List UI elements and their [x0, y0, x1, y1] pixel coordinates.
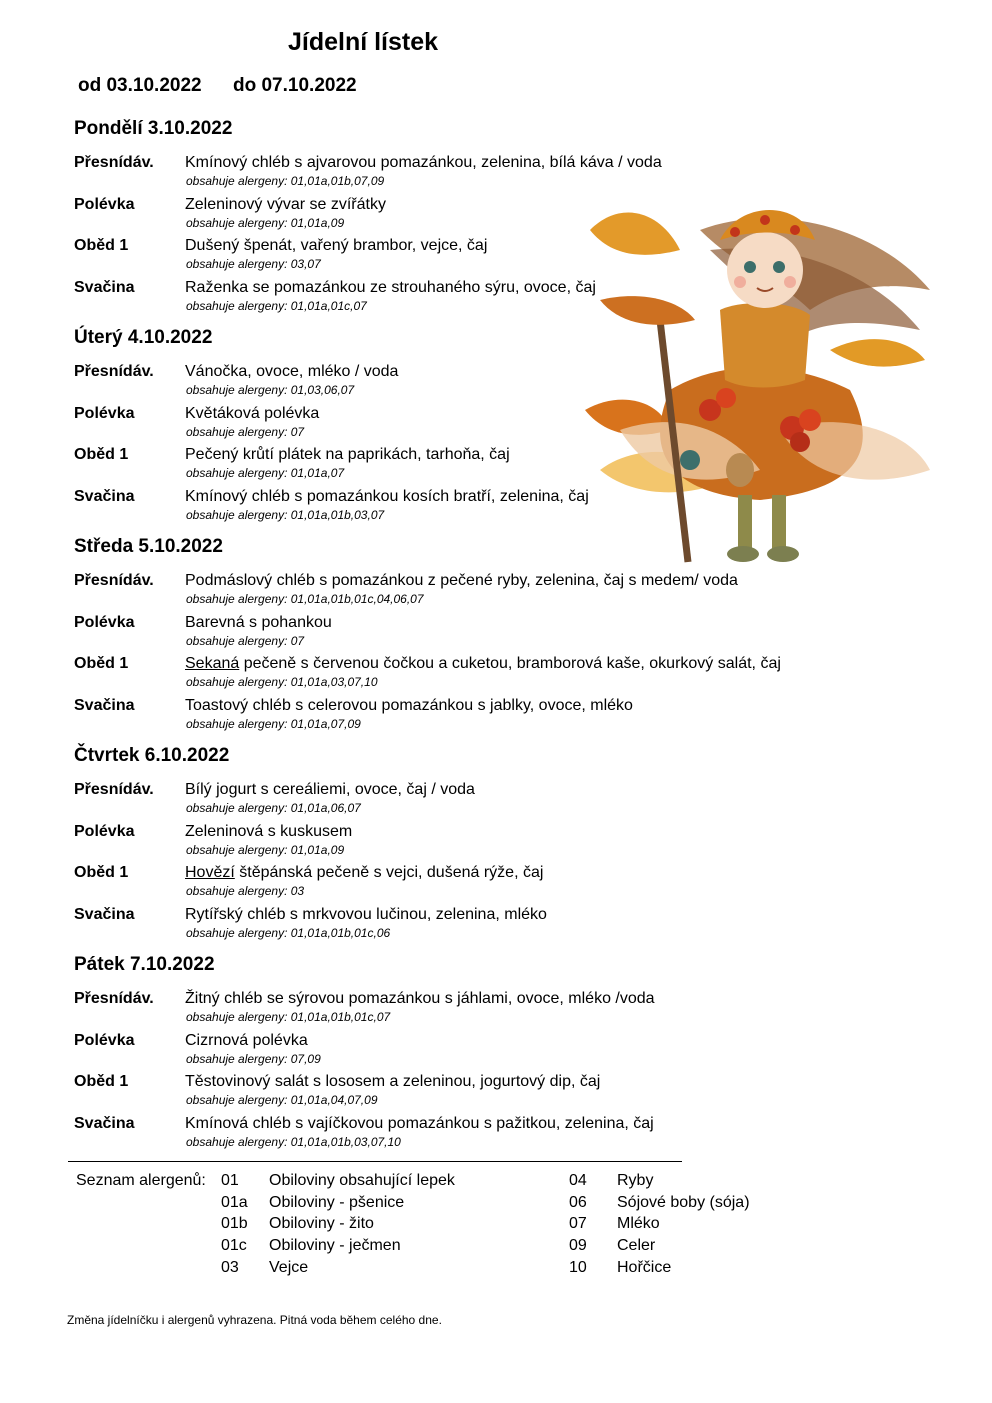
- day-heading: Pátek 7.10.2022: [74, 954, 215, 975]
- allergen-code: 07: [569, 1215, 587, 1232]
- allergen-name: Hořčice: [617, 1259, 672, 1276]
- meal-allergens: obsahuje alergeny: 07: [186, 634, 305, 648]
- allergen-code: 03: [221, 1259, 239, 1276]
- page-title: Jídelní lístek: [287, 28, 439, 56]
- meal-label: Svačina: [74, 697, 135, 714]
- meal-dish: Zeleninová s kuskusem: [185, 823, 353, 840]
- meal-label: Polévka: [74, 823, 135, 840]
- meal-dish-underlined: Hovězí: [185, 864, 235, 881]
- meal-label: Oběd 1: [74, 1073, 129, 1090]
- meal-row: [74, 405, 834, 445]
- allergen-code: 01: [221, 1172, 239, 1189]
- meal-row: [74, 990, 834, 1030]
- legend-label: Seznam alergenů:: [76, 1172, 206, 1189]
- meal-row: [74, 906, 834, 946]
- meal-row: [74, 196, 834, 236]
- allergen-code: 01a: [221, 1194, 248, 1211]
- meal-label: Svačina: [74, 906, 135, 923]
- meal-row: [74, 655, 834, 695]
- meal-label: Polévka: [74, 1032, 135, 1049]
- meal-allergens: obsahuje alergeny: 01,01a,04,07,09: [186, 1093, 378, 1107]
- meal-row: [74, 363, 834, 403]
- allergen-code: 09: [569, 1237, 587, 1254]
- meal-dish: Cizrnová polévka: [185, 1032, 308, 1049]
- meal-label: Oběd 1: [74, 655, 129, 672]
- meal-row: [74, 1032, 834, 1072]
- meal-label: Přesnídáv.: [74, 781, 154, 798]
- day-heading: Čtvrtek 6.10.2022: [74, 745, 230, 766]
- meal-label: Svačina: [74, 1115, 135, 1132]
- day-heading: Pondělí 3.10.2022: [74, 118, 233, 139]
- meal-row: [74, 446, 834, 486]
- meal-allergens: obsahuje alergeny: 07,09: [186, 1052, 321, 1066]
- day-heading: Úterý 4.10.2022: [74, 327, 213, 348]
- meal-allergens: obsahuje alergeny: 01,01a,07,09: [186, 717, 361, 731]
- meal-allergens: obsahuje alergeny: 01,01a,01b,03,07,10: [186, 1135, 401, 1149]
- allergen-code: 01b: [221, 1215, 248, 1232]
- meal-label: Přesnídáv.: [74, 990, 154, 1007]
- meal-allergens: obsahuje alergeny: 01,01a,06,07: [186, 801, 361, 815]
- meal-allergens: obsahuje alergeny: 01,01a,09: [186, 843, 345, 857]
- meal-row: [74, 154, 834, 194]
- meal-row: [74, 237, 834, 277]
- meal-dish: Barevná s pohankou: [185, 614, 332, 631]
- meal-dish: Podmáslový chléb s pomazánkou z pečené ryby, zelenina, čaj s medem/ voda: [185, 572, 738, 589]
- meal-row: [74, 488, 834, 528]
- meal-dish: Květáková polévka: [185, 405, 320, 422]
- meal-label: Přesnídáv.: [74, 154, 154, 171]
- allergen-name: Vejce: [269, 1259, 309, 1276]
- meal-label: Oběd 1: [74, 864, 129, 881]
- meal-allergens: obsahuje alergeny: 01,01a,07: [186, 466, 345, 480]
- meal-allergens: obsahuje alergeny: 03,07: [186, 257, 321, 271]
- meal-label: Svačina: [74, 488, 135, 505]
- meal-dish: [185, 655, 781, 673]
- meal-row: [74, 1115, 834, 1155]
- allergen-code: 01c: [221, 1237, 247, 1254]
- day-heading: Středa 5.10.2022: [74, 536, 223, 557]
- meal-dish: Raženka se pomazánkou ze strouhaného sýru, ovoce, čaj: [185, 279, 596, 296]
- meal-dish: Dušený špenát, vařený brambor, vejce, čaj: [185, 237, 488, 254]
- allergen-name: Mléko: [617, 1215, 660, 1232]
- meal-allergens: obsahuje alergeny: 01,01a,01b,03,07: [186, 508, 385, 522]
- meal-allergens: obsahuje alergeny: 01,01a,01b,01c,04,06,07: [186, 592, 424, 606]
- meal-dish: Kmínový chléb s pomazánkou kosích bratří, zelenina, čaj: [185, 488, 589, 505]
- allergen-name: Sójové boby (sója): [617, 1194, 750, 1211]
- meal-allergens: obsahuje alergeny: 01,01a,01b,07,09: [186, 174, 385, 188]
- date-to: do 07.10.2022: [233, 75, 357, 96]
- meal-allergens: obsahuje alergeny: 01,03,06,07: [186, 383, 355, 397]
- meal-dish: Pečený krůtí plátek na paprikách, tarhoňa, čaj: [185, 446, 510, 463]
- meal-label: Polévka: [74, 405, 135, 422]
- meal-row: [74, 1073, 834, 1113]
- meal-label: Polévka: [74, 196, 135, 213]
- meal-dish: Toastový chléb s celerovou pomazánkou s jablky, ovoce, mléko: [185, 697, 633, 714]
- meal-allergens: obsahuje alergeny: 03: [186, 884, 305, 898]
- footer-note: Změna jídelníčku i alergenů vyhrazena. Pitná voda během celého dne.: [67, 1313, 442, 1327]
- meal-allergens: obsahuje alergeny: 01,01a,01b,01c,07: [186, 1010, 391, 1024]
- meal-row: [74, 781, 834, 821]
- meal-label: Přesnídáv.: [74, 363, 154, 380]
- allergen-name: Obiloviny - ječmen: [269, 1237, 401, 1254]
- meal-dish: Bílý jogurt s cereáliemi, ovoce, čaj / voda: [185, 781, 475, 798]
- meal-row: [74, 864, 834, 904]
- allergen-code: 06: [569, 1194, 587, 1211]
- meal-allergens: obsahuje alergeny: 01,01a,01c,07: [186, 299, 367, 313]
- allergen-name: Ryby: [617, 1172, 654, 1189]
- meal-dish: Kmínový chléb s ajvarovou pomazánkou, zelenina, bílá káva / voda: [185, 154, 662, 171]
- meal-row: [74, 697, 834, 737]
- meal-allergens: obsahuje alergeny: 01,01a,01b,01c,06: [186, 926, 391, 940]
- allergen-name: Obiloviny - žito: [269, 1215, 374, 1232]
- allergen-name: Obiloviny - pšenice: [269, 1194, 405, 1211]
- legend-divider: [68, 1161, 682, 1162]
- meal-label: Oběd 1: [74, 446, 129, 463]
- meal-allergens: obsahuje alergeny: 01,01a,09: [186, 216, 345, 230]
- meal-label: Oběd 1: [74, 237, 129, 254]
- meal-dish: Zeleninový vývar se zvířátky: [185, 196, 386, 213]
- meal-row: [74, 823, 834, 863]
- meal-dish: [185, 864, 543, 882]
- meal-dish-rest: pečeně s červenou čočkou a cuketou, bramborová kaše, okurkový salát, čaj: [239, 655, 781, 672]
- meal-dish: Kmínová chléb s vajíčkovou pomazánkou s pažitkou, zelenina, čaj: [185, 1115, 654, 1132]
- meal-row: [74, 572, 834, 612]
- meal-row: [74, 614, 834, 654]
- meal-dish-rest: štěpánská pečeně s vejci, dušená rýže, čaj: [234, 864, 544, 881]
- meal-dish: Žitný chléb se sýrovou pomazánkou s jáhlami, ovoce, mléko /voda: [185, 990, 655, 1007]
- meal-dish: Rytířský chléb s mrkvovou lučinou, zelenina, mléko: [185, 906, 547, 923]
- meal-dish-underlined: Sekaná: [185, 655, 240, 672]
- allergen-name: Obiloviny obsahující lepek: [269, 1172, 455, 1189]
- meal-label: Přesnídáv.: [74, 572, 154, 589]
- allergen-code: 10: [569, 1259, 587, 1276]
- meal-allergens: obsahuje alergeny: 01,01a,03,07,10: [186, 675, 378, 689]
- allergen-name: Celer: [617, 1237, 656, 1254]
- meal-allergens: obsahuje alergeny: 07: [186, 425, 305, 439]
- allergen-code: 04: [569, 1172, 587, 1189]
- meal-row: [74, 279, 834, 319]
- meal-dish: Těstovinový salát s lososem a zeleninou, jogurtový dip, čaj: [185, 1073, 601, 1090]
- date-from: od 03.10.2022: [78, 75, 202, 96]
- meal-dish: Vánočka, ovoce, mléko / voda: [185, 363, 399, 380]
- meal-label: Polévka: [74, 614, 135, 631]
- meal-label: Svačina: [74, 279, 135, 296]
